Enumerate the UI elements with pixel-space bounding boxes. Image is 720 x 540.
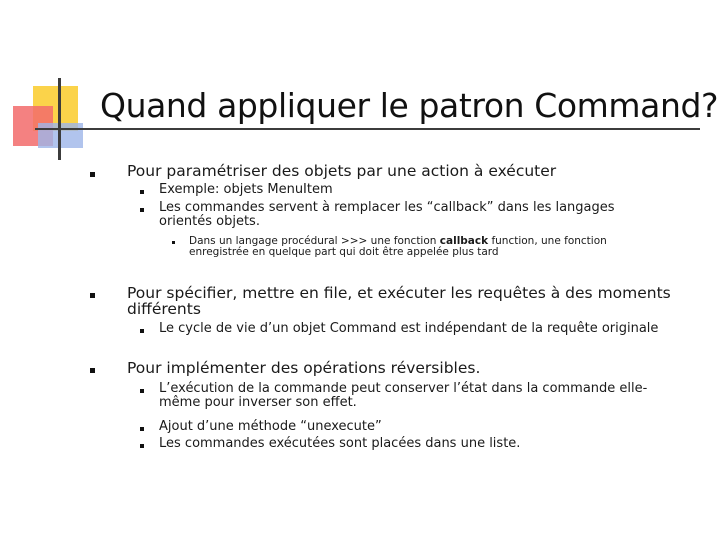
bullet-text: Les commandes servent à remplacer les “callback” dans les langages orientés objets.: [159, 200, 615, 229]
bullet-marker: [140, 329, 144, 333]
bullet-text: Pour implémenter des opérations réversibles.: [127, 359, 481, 377]
bullet-marker: [140, 389, 144, 393]
slide-title: Quand appliquer le patron Command?: [100, 86, 719, 125]
decor-vertical-line: [58, 78, 61, 160]
title-underline: [35, 128, 700, 130]
bullet-marker: [90, 293, 95, 298]
bullet-marker: [140, 444, 144, 448]
bullet-text: Les commandes exécutées sont placées dans une liste.: [159, 436, 521, 451]
bullet-marker: [140, 208, 144, 212]
bullet-text: Exemple: objets MenuItem: [159, 182, 333, 197]
bullet-text: Ajout d’une méthode “unexecute”: [159, 419, 382, 434]
bullet-marker: [140, 427, 144, 431]
bullet-marker: [172, 241, 175, 244]
bullet-marker: [90, 172, 95, 177]
bullet-text: Dans un langage procédural >>> une fonction callback function, une fonction enregistrée en quelque part qui doit être appelée plus tard: [189, 235, 607, 258]
bullet-marker: [90, 368, 95, 373]
bullet-text: L’exécution de la commande peut conserver l’état dans la commande elle- même pour inverser son effet.: [159, 381, 648, 410]
bullet-text: Pour paramétriser des objets par une action à exécuter: [127, 162, 557, 180]
bullet-marker: [140, 190, 144, 194]
bullet-text: Le cycle de vie d’un objet Command est indépendant de la requête originale: [159, 321, 659, 336]
bullet-text: Pour spécifier, mettre en file, et exécuter les requêtes à des moments différents: [127, 284, 671, 318]
